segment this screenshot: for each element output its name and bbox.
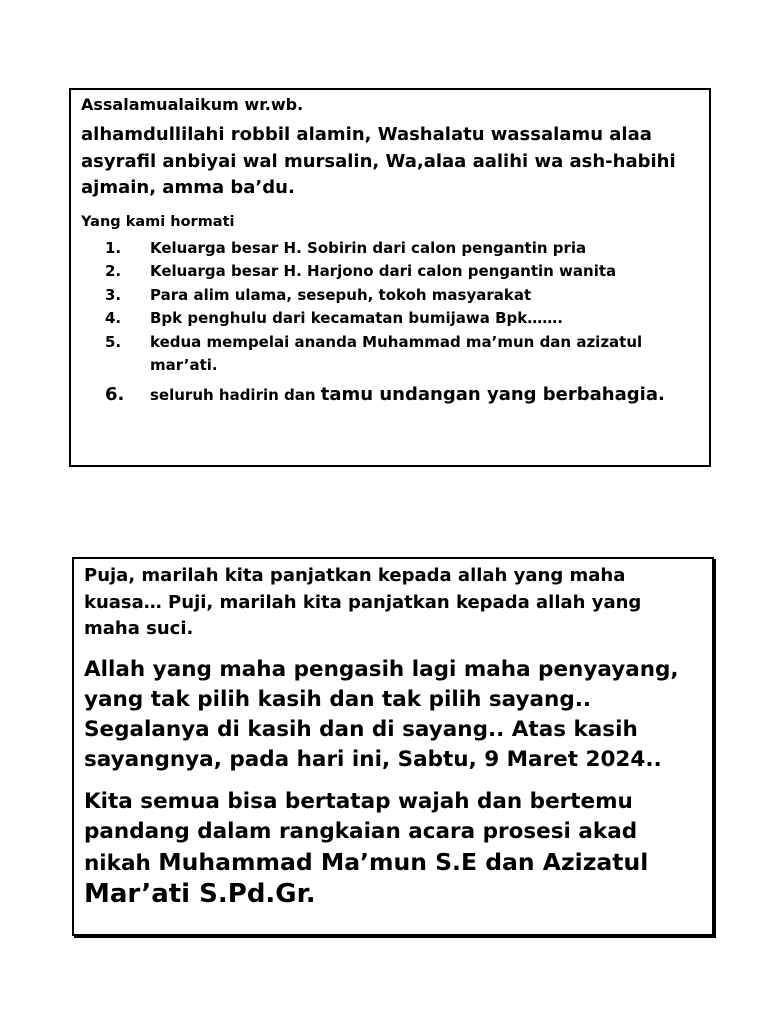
list-item [81,307,699,331]
list-item [81,381,699,409]
list-item-number: 2. [105,262,122,280]
honorific-text: Yang kami hormati [81,213,235,230]
list-item-text: seluruh hadirin dan [150,385,321,404]
list-item-number: 3. [105,285,122,304]
bride-title-text: S.Pd.Gr. [190,878,316,909]
list-item-text: Keluarga besar H. Harjono dari calon pengantin wanita [150,262,617,280]
blessing-paragraph: Allah yang maha pengasih lagi maha penyayang, yang tak pilih kasih dan tak pilih sayang.. Segalanya di kasih dan di sayang.. Atas kasih sayangnya, pada hari ini, Sabtu, 9 Maret 2024.. [84,656,679,772]
list-item-text: Keluarga besar H. Sobirin dari calon pengantin pria [150,238,587,257]
guest-list [81,237,699,409]
list-item-text-large: tamu undangan yang berbahagia. [320,383,665,405]
list-item [81,284,699,308]
opening-card [69,88,711,467]
list-item [81,331,699,378]
ceremony-paragraph [84,787,702,911]
arabic-praise-text: alhamdullilahi robbil alamin, Washalatu wassalamu alaa asyrafil anbiyai wal mursalin, Wa,alaa aalihi wa ash-habihi ajmain, amma ba’du. [81,124,676,198]
praise-paragraph: Puja, marilah kita panjatkan kepada allah yang maha kuasa… Puji, marilah kita panjatkan kepada allah yang maha suci. [84,565,642,639]
praise-card [72,557,714,936]
list-item [81,237,699,261]
list-item-number: 5. [105,332,122,351]
greeting-text: Assalamualaikum wr.wb. [81,95,304,114]
list-item-text: Bpk penghulu dari kecamatan bumijawa Bpk……. [150,309,563,327]
couple-names-text: Muhammad Ma’mun S.E dan Azizatul [158,847,649,876]
list-item-number: 1. [105,238,122,257]
bride-name-text: Mar’ati [84,878,191,909]
list-item-text: Para alim ulama, sesepuh, tokoh masyarakat [150,285,532,304]
ceremony-intro-text: Kita semua bisa bertatap wajah dan bertemu pandang dalam rangkaian acara prosesi akad nikah [84,788,638,876]
list-item-number: 4. [105,309,122,327]
list-item-text: kedua mempelai ananda Muhammad ma’mun dan azizatul mar’ati. [150,332,643,374]
list-item-number: 6. [105,383,125,405]
list-item [81,260,699,284]
